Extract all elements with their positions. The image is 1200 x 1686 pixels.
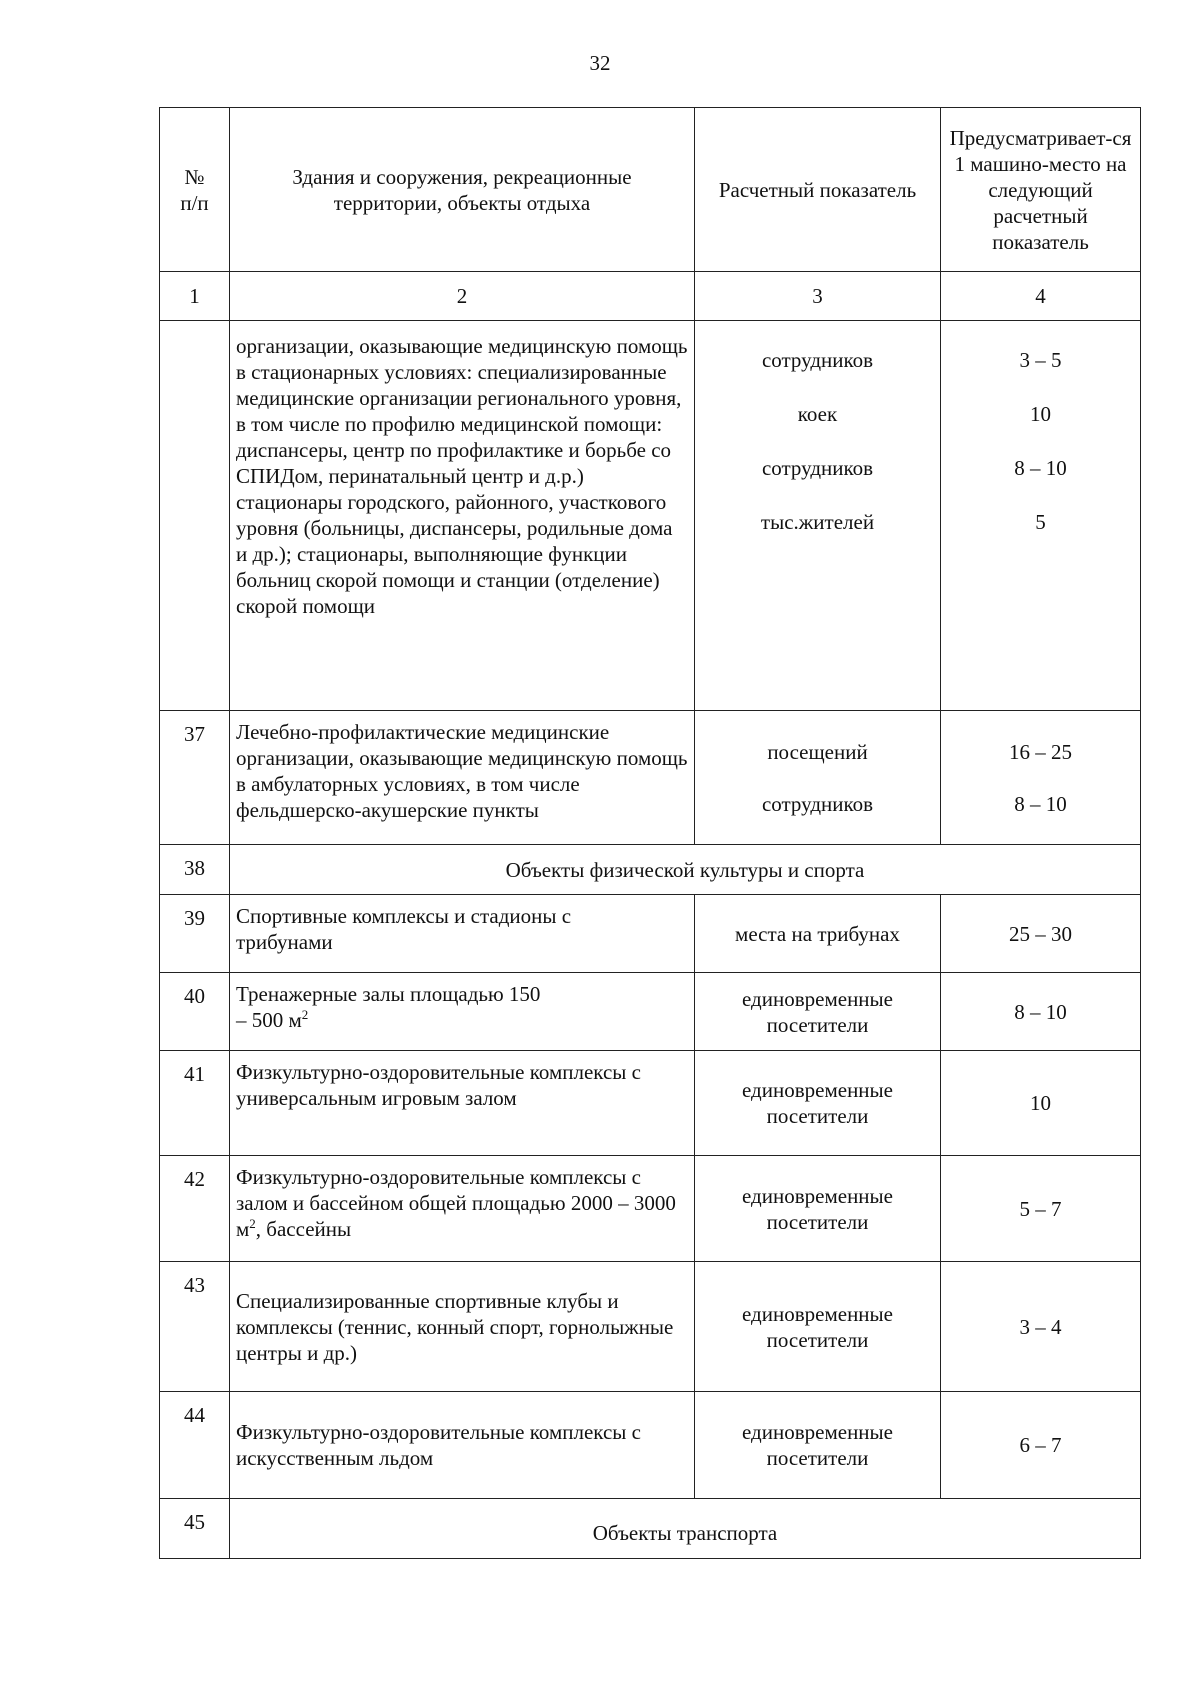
table-row	[160, 1156, 1141, 1262]
table-row	[160, 973, 1141, 1051]
table-row	[160, 1392, 1141, 1499]
row-number	[160, 321, 230, 711]
table-row	[160, 1262, 1141, 1392]
value: 10	[1030, 402, 1051, 426]
row-indicators	[695, 711, 941, 845]
table-header-row	[160, 108, 1141, 272]
value: 16 – 25	[1009, 739, 1072, 764]
indicator: сотрудников	[761, 348, 874, 372]
row-indicators	[695, 321, 941, 711]
row-name-text-tail: , бассейны	[255, 1217, 352, 1241]
value: 3 – 5	[1019, 348, 1062, 372]
row-number: 38	[160, 845, 230, 895]
header-parking-place: Предусматривает-ся 1 машино-место на следующий расчетный показатель	[941, 108, 1141, 272]
header-number-3: 3	[695, 272, 941, 321]
value: 5	[1035, 510, 1046, 534]
row-value: 6 – 7	[941, 1392, 1141, 1499]
indicator: посещений	[767, 739, 868, 764]
row-number: 41	[160, 1051, 230, 1156]
row-name: Лечебно-профилактические медицинские организации, оказывающие медицинскую помощь в амбулаторных условиях, в том числе фельдшерско-акушерские пункты	[230, 711, 695, 845]
row-name: Спортивные комплексы и стадионы с трибунами	[230, 895, 695, 973]
value: 8 – 10	[1014, 791, 1067, 816]
indicator: сотрудников	[761, 791, 874, 816]
row-indicator: единовременные посетители	[695, 1156, 941, 1262]
indicator: коек	[797, 402, 838, 426]
row-indicator: единовременные посетители	[695, 973, 941, 1051]
row-number: 40	[160, 973, 230, 1051]
section-row	[160, 845, 1141, 895]
section-title: Объекты транспорта	[230, 1499, 1141, 1559]
row-number: 45	[160, 1499, 230, 1559]
row-number: 37	[160, 711, 230, 845]
header-number: № п/п	[160, 108, 230, 272]
value: 8 – 10	[1014, 456, 1067, 480]
row-value: 3 – 4	[941, 1262, 1141, 1392]
table-row	[160, 321, 1141, 711]
row-values	[941, 321, 1141, 711]
row-number: 39	[160, 895, 230, 973]
indicator: сотрудников	[761, 456, 874, 480]
section-row	[160, 1499, 1141, 1559]
header-number-4: 4	[941, 272, 1141, 321]
page-number: 32	[589, 51, 611, 75]
table-row	[160, 1051, 1141, 1156]
row-value: 25 – 30	[941, 895, 1141, 973]
row-name	[230, 973, 695, 1051]
header-number-1: 1	[160, 272, 230, 321]
header-indicator: Расчетный показатель	[695, 108, 941, 272]
indicator: тыс.жителей	[760, 510, 875, 534]
row-indicator: единовременные посетители	[695, 1262, 941, 1392]
row-indicator: единовременные посетители	[695, 1051, 941, 1156]
row-number: 43	[160, 1262, 230, 1392]
row-name: Специализированные спортивные клубы и комплексы (теннис, конный спорт, горнолыжные центры и др.)	[230, 1262, 695, 1392]
row-value: 10	[941, 1051, 1141, 1156]
header-numbers-row	[160, 272, 1141, 321]
row-number: 42	[160, 1156, 230, 1262]
row-name	[230, 1156, 695, 1262]
superscript: 2	[249, 1216, 256, 1231]
superscript: 2	[301, 1007, 309, 1022]
section-title: Объекты физической культуры и спорта	[230, 845, 1141, 895]
parking-norms-table	[159, 107, 1141, 1559]
row-name: Физкультурно-оздоровительные комплексы с искусственным льдом	[230, 1392, 695, 1499]
header-buildings: Здания и сооружения, рекреационные территории, объекты отдыха	[230, 108, 695, 272]
row-name-text: Тренажерные залы площадью 150 – 500 м	[236, 982, 541, 1032]
row-value: 5 – 7	[941, 1156, 1141, 1262]
row-name: Физкультурно-оздоровительные комплексы с универсальным игровым залом	[230, 1051, 695, 1156]
row-indicator: места на трибунах	[695, 895, 941, 973]
table-row	[160, 895, 1141, 973]
row-value: 8 – 10	[941, 973, 1141, 1051]
row-number: 44	[160, 1392, 230, 1499]
row-name: организации, оказывающие медицинскую помощь в стационарных условиях: специализированные медицинские организации регионального уровня, в том числе по профилю медицинской помощи: диспансеры, центр по профилактике и борьбе со СПИДом, перинатальный центр и д.р.) стационары городского, районного, участкового уровня (больницы, диспансеры, родильные дома и др.); стационары, выполняющие функции больниц скорой помощи и станции (отделение) скорой помощи	[230, 321, 695, 711]
header-number-2: 2	[230, 272, 695, 321]
row-indicator: единовременные посетители	[695, 1392, 941, 1499]
row-values	[941, 711, 1141, 845]
table-row	[160, 711, 1141, 845]
row-name-text: Физкультурно-оздоровительные комплексы с залом и бассейном общей площадью 2000 – 3000 м	[236, 1165, 676, 1241]
